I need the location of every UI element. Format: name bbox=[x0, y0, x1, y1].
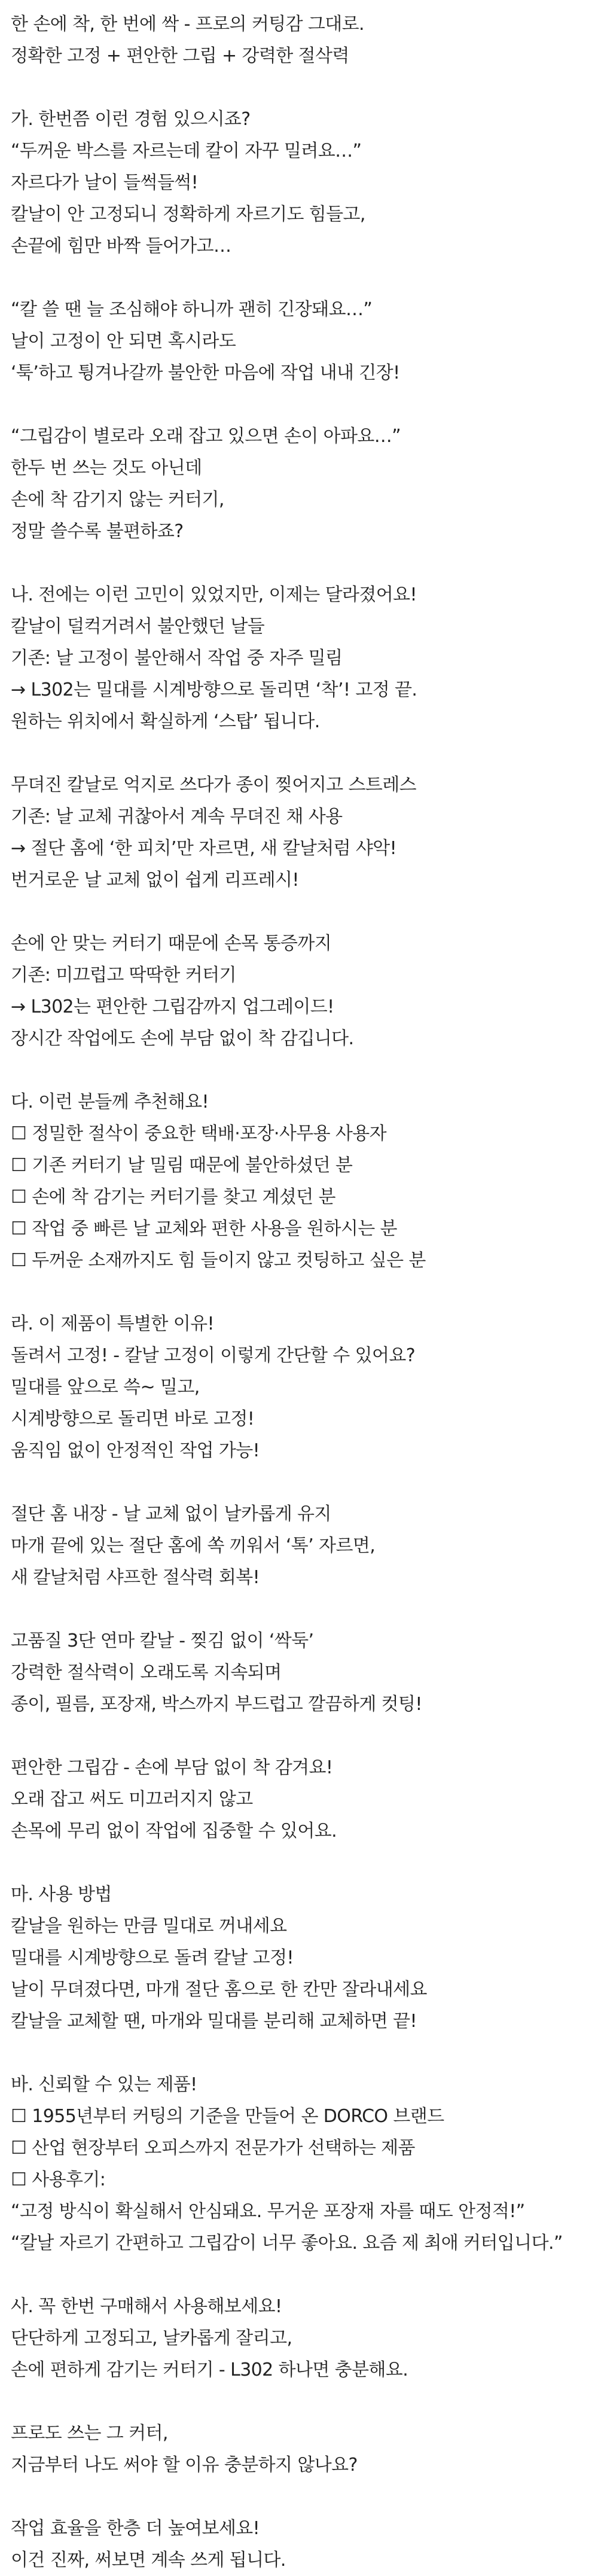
text-line: 시계방향으로 돌리면 바로 고정! bbox=[11, 1409, 255, 1429]
paragraph bbox=[11, 1498, 591, 1593]
text-line: 절단 홈 내장 - 날 교체 없이 날카롭게 유지 bbox=[11, 1504, 331, 1525]
text-line: 가. 한번쯤 이런 경험 있으시죠? bbox=[11, 109, 251, 130]
text-line: 이건 진짜, 써보면 계속 쓰게 됩니다. bbox=[11, 2550, 286, 2571]
text-line: ☐ 손에 착 감기는 커터기를 찾고 계셨던 분 bbox=[11, 1187, 335, 1208]
text-line: → L302는 밀대를 시계방향으로 돌리면 ‘착’! 고정 끝. bbox=[11, 679, 417, 700]
text-line: “고정 방식이 확실해서 안심돼요. 무거운 포장재 자를 때도 안정적!” bbox=[11, 2201, 525, 2222]
text-line: ☐ 정밀한 절삭이 중요한 택배·포장·사무용 사용자 bbox=[11, 1123, 387, 1144]
paragraph bbox=[11, 103, 591, 262]
paragraph bbox=[11, 1308, 591, 1467]
text-line: 기존: 미끄럽고 딱딱한 커터기 bbox=[11, 965, 236, 986]
text-line: ☐ 기존 커터기 날 밀림 때문에 불안하셨던 분 bbox=[11, 1155, 353, 1176]
text-line: 날이 고정이 안 되면 혹시라도 bbox=[11, 331, 236, 352]
text-line: 자르다가 날이 들썩들썩! bbox=[11, 172, 199, 193]
text-line: 한두 번 쓰는 것도 아닌데 bbox=[11, 458, 202, 478]
text-line: 라. 이 제품이 특별한 이유! bbox=[11, 1313, 214, 1334]
text-line: 프로도 쓰는 그 커터, bbox=[11, 2423, 168, 2444]
text-line: 나. 전에는 이런 고민이 있었지만, 이제는 달라졌어요! bbox=[11, 584, 417, 605]
paragraph bbox=[11, 8, 591, 72]
paragraph bbox=[11, 420, 591, 547]
text-line: → L302는 편안한 그립감까지 업그레이드! bbox=[11, 996, 334, 1017]
text-line: 원하는 위치에서 확실하게 ‘스탑’ 됩니다. bbox=[11, 711, 320, 732]
text-line: 손에 착 감기지 않는 커터기, bbox=[11, 489, 224, 510]
text-line: ☐ 산업 현장부터 오피스까지 전문가가 선택하는 제품 bbox=[11, 2138, 415, 2159]
text-line: ☐ 1955년부터 커팅의 기준을 만들어 온 DORCO 브랜드 bbox=[11, 2106, 444, 2127]
text-line: 움직임 없이 안정적인 작업 가능! bbox=[11, 1440, 260, 1461]
text-line: 새 칼날처럼 샤프한 절삭력 회복! bbox=[11, 1567, 260, 1588]
paragraph bbox=[11, 2069, 591, 2259]
text-line: 손에 안 맞는 커터기 때문에 손목 통증까지 bbox=[11, 933, 332, 954]
text-line: “칼 쓸 땐 늘 조심해야 하니까 괜히 긴장돼요…” bbox=[11, 299, 373, 320]
paragraph bbox=[11, 928, 591, 1054]
text-line: 손목에 무리 없이 작업에 집중할 수 있어요. bbox=[11, 1821, 337, 1842]
text-line: 사. 꼭 한번 구매해서 사용해보세요! bbox=[11, 2296, 282, 2317]
text-line: 칼날을 교체할 땐, 마개와 밀대를 분리해 교체하면 끝! bbox=[11, 2011, 417, 2032]
text-line: 손끝에 힘만 바짝 들어가고… bbox=[11, 236, 231, 257]
text-line: 다. 이런 분들께 추천해요! bbox=[11, 1092, 209, 1112]
text-line: ‘툭’하고 튕겨나갈까 불안한 마음에 작업 내내 긴장! bbox=[11, 362, 400, 383]
text-line: 밀대를 시계방향으로 돌려 칼날 고정! bbox=[11, 1947, 294, 1968]
text-line: 손에 편하게 감기는 커터기 - L302 하나면 충분해요. bbox=[11, 2359, 408, 2380]
text-line: 마개 끝에 있는 절단 홈에 쏙 끼워서 ‘톡’ 자르면, bbox=[11, 1535, 376, 1556]
text-line: 한 손에 착, 한 번에 싹 - 프로의 커팅감 그대로. bbox=[11, 14, 364, 35]
text-line: 정말 쓸수록 불편하죠? bbox=[11, 521, 184, 542]
text-line: 단단하게 고정되고, 날카롭게 잘리고, bbox=[11, 2328, 292, 2349]
paragraph bbox=[11, 1879, 591, 2037]
text-line: “칼날 자르기 간편하고 그립감이 너무 좋아요. 요즘 제 최애 커터입니다.” bbox=[11, 2233, 563, 2254]
text-line: 밀대를 앞으로 쓱~ 밀고, bbox=[11, 1377, 200, 1398]
text-line: ☐ 작업 중 빠른 날 교체와 편한 사용을 원하시는 분 bbox=[11, 1218, 397, 1239]
text-line: 작업 효율을 한층 더 높여보세요! bbox=[11, 2518, 260, 2539]
text-line: “두꺼운 박스를 자르는데 칼이 자꾸 밀려요…” bbox=[11, 141, 362, 161]
text-line: 칼날이 덜컥거려서 불안했던 날들 bbox=[11, 616, 265, 637]
paragraph bbox=[11, 2291, 591, 2386]
text-line: 종이, 필름, 포장재, 박스까지 부드럽고 깔끔하게 컷팅! bbox=[11, 1694, 422, 1715]
paragraph bbox=[11, 579, 591, 737]
paragraph bbox=[11, 1625, 591, 1720]
paragraph bbox=[11, 294, 591, 389]
text-line: 강력한 절삭력이 오래도록 지속되며 bbox=[11, 1662, 282, 1683]
text-line: 돌려서 고정! - 칼날 고정이 이렇게 간단할 수 있어요? bbox=[11, 1345, 416, 1366]
text-line: 무뎌진 칼날로 억지로 쓰다가 종이 찢어지고 스트레스 bbox=[11, 775, 416, 795]
paragraph bbox=[11, 2418, 591, 2481]
text-line: ☐ 사용후기: bbox=[11, 2169, 106, 2190]
paragraph bbox=[11, 2513, 591, 2576]
text-line: 편안한 그립감 - 손에 부담 없이 착 감겨요! bbox=[11, 1757, 333, 1778]
text-line: 기존: 날 고정이 불안해서 작업 중 자주 밀림 bbox=[11, 648, 343, 669]
paragraph bbox=[11, 769, 591, 896]
text-line: 고품질 3단 연마 칼날 - 찢김 없이 ‘싹둑’ bbox=[11, 1630, 314, 1651]
text-line: 기존: 날 교체 귀찮아서 계속 무뎌진 채 사용 bbox=[11, 806, 343, 827]
text-line: ☐ 두꺼운 소재까지도 힘 들이지 않고 컷팅하고 싶은 분 bbox=[11, 1250, 426, 1271]
text-line: 마. 사용 방법 bbox=[11, 1884, 112, 1905]
paragraph bbox=[11, 1752, 591, 1847]
text-line: 날이 무뎌졌다면, 마개 절단 홈으로 한 칸만 잘라내세요 bbox=[11, 1979, 427, 2000]
text-line: 정확한 고정 + 편안한 그립 + 강력한 절삭력 bbox=[11, 45, 349, 66]
text-line: 바. 신뢰할 수 있는 제품! bbox=[11, 2074, 197, 2095]
text-line: 지금부터 나도 써야 할 이유 충분하지 않나요? bbox=[11, 2455, 358, 2476]
text-line: 오래 잡고 써도 미끄러지지 않고 bbox=[11, 1789, 253, 1810]
paragraph bbox=[11, 1086, 591, 1276]
text-line: 번거로운 날 교체 없이 쉽게 리프레시! bbox=[11, 870, 299, 891]
text-line: 칼날을 원하는 만큼 밀대로 꺼내세요 bbox=[11, 1916, 287, 1937]
text-line: → 절단 홈에 ‘한 피치’만 자르면, 새 칼날처럼 샤악! bbox=[11, 838, 397, 859]
text-line: 칼날이 안 고정되니 정확하게 자르기도 힘들고, bbox=[11, 204, 365, 225]
text-line: 장시간 작업에도 손에 부담 없이 착 감깁니다. bbox=[11, 1028, 354, 1049]
text-line: “그립감이 별로라 오래 잡고 있으면 손이 아파요…” bbox=[11, 426, 401, 447]
